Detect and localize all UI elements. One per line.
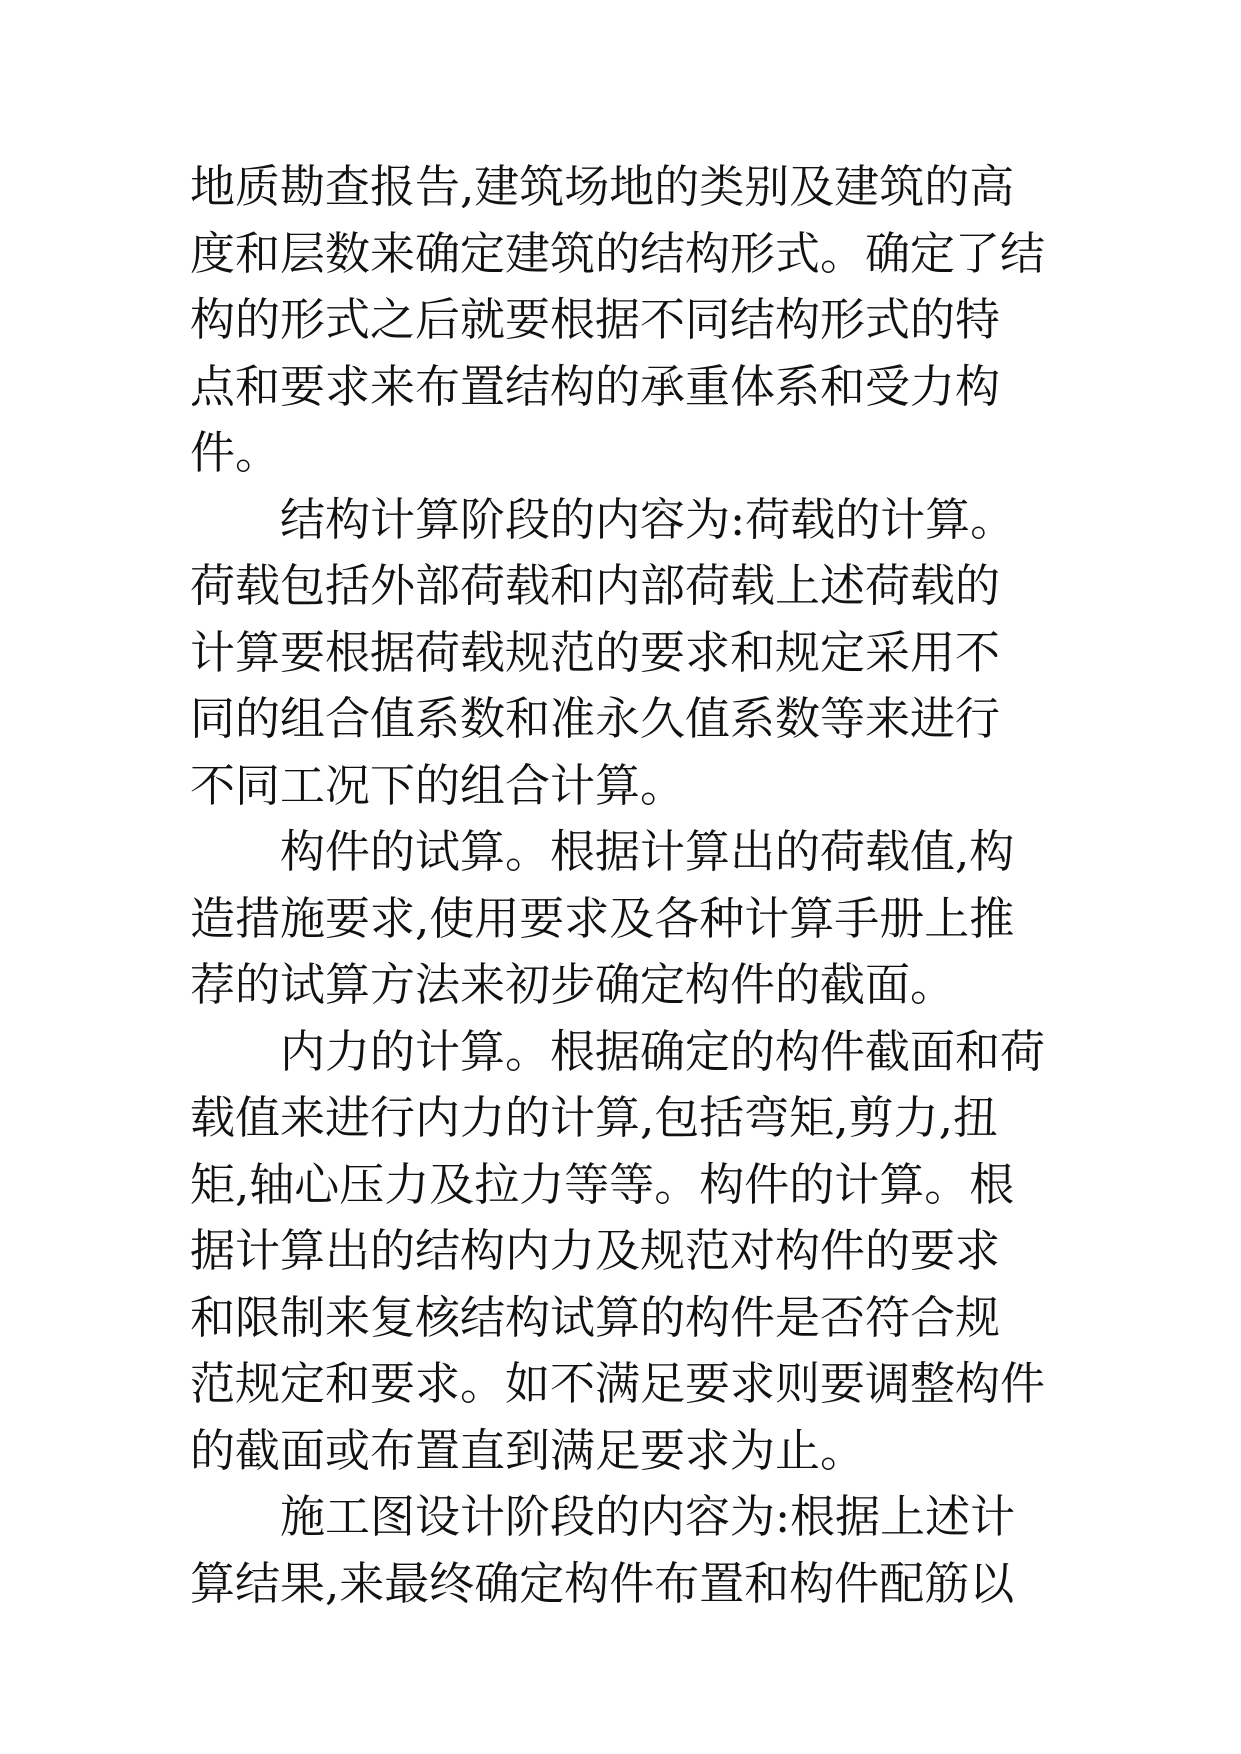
text-line: 和限制来复核结构试算的构件是否符合规 (190, 1290, 1001, 1344)
paragraph-5 (190, 1484, 1070, 1617)
text-line: 施工图设计阶段的内容为:根据上述计 (280, 1490, 1016, 1543)
text-line: 不同工况下的组合计算。 (190, 758, 686, 812)
text-line: 造措施要求,使用要求及各种计算手册上推 (190, 891, 1015, 945)
text-line: 构件的试算。根据计算出的荷载值,构 (280, 825, 1015, 878)
text-line: 地质勘查报告,建筑场地的类别及建筑的高 (190, 160, 1015, 213)
text-line: 内力的计算。根据确定的构件截面和荷 (280, 1024, 1046, 1078)
text-line: 构的形式之后就要根据不同结构形式的特 (190, 293, 1001, 346)
text-line: 矩,轴心压力及拉力等等。构件的计算。根 (190, 1157, 1015, 1211)
text-line: 点和要求来布置结构的承重体系和受力构 (190, 359, 1001, 413)
paragraph-4 (190, 1019, 1070, 1485)
text-line: 荐的试算方法来初步确定构件的截面。 (190, 958, 956, 1011)
paragraph-3 (190, 819, 1070, 1019)
body-text (190, 154, 1070, 1617)
text-line: 度和层数来确定建筑的结构形式。确定了结 (190, 226, 1046, 280)
paragraph-1 (190, 154, 1070, 487)
text-line: 的截面或布置直到满足要求为止。 (190, 1423, 866, 1477)
text-line: 件。 (190, 426, 281, 479)
text-line: 算结果,来最终确定构件布置和构件配筋以 (190, 1556, 1015, 1610)
text-line: 结构计算阶段的内容为:荷载的计算。 (280, 492, 1016, 546)
text-line: 范规定和要求。如不满足要求则要调整构件 (190, 1357, 1046, 1410)
text-line: 同的组合值系数和准永久值系数等来进行 (190, 692, 1001, 745)
text-line: 荷载包括外部荷载和内部荷载上述荷载的 (190, 559, 1001, 612)
paragraph-2 (190, 487, 1070, 820)
text-line: 计算要根据荷载规范的要求和规定采用不 (190, 625, 1001, 679)
text-line: 据计算出的结构内力及规范对构件的要求 (190, 1224, 1001, 1277)
text-line: 载值来进行内力的计算,包括弯矩,剪力,扭 (190, 1091, 998, 1144)
